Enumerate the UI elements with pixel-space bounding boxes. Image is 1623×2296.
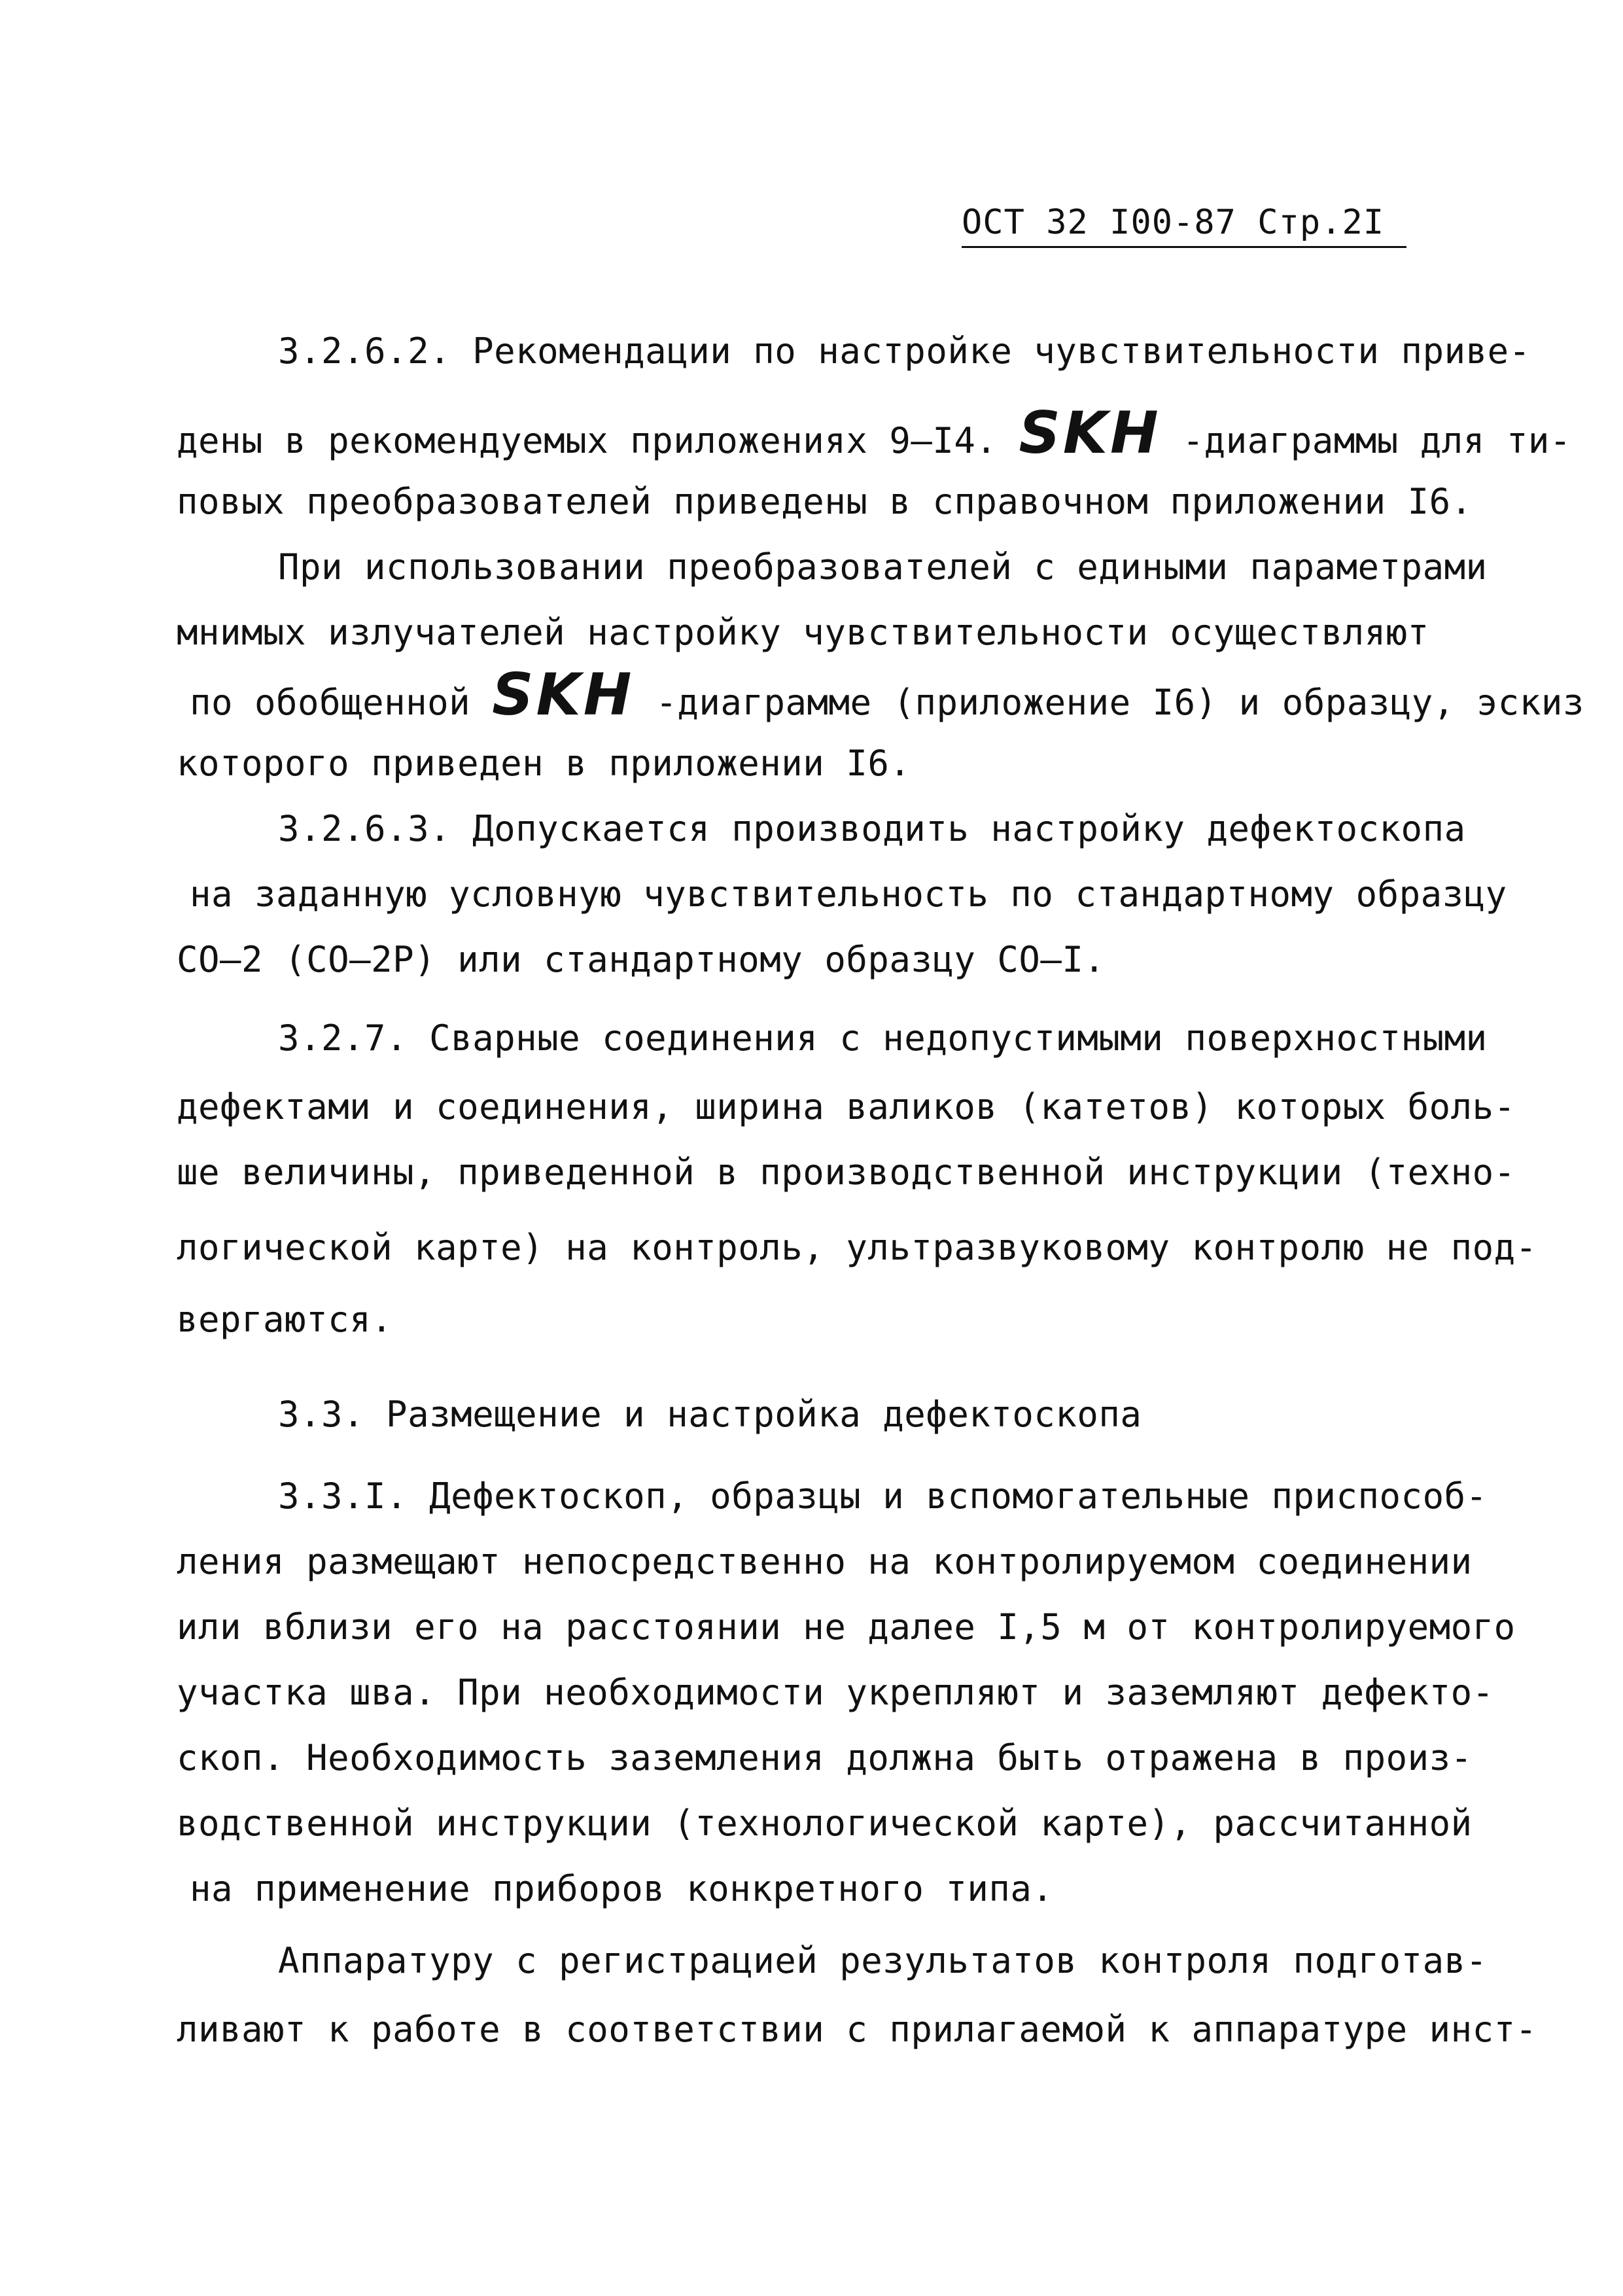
text-line: 3.2.6.2. Рекомендации по настройке чувствительности приве- (278, 330, 1531, 372)
text-line: мнимых излучателей настройку чувствительности осуществляют (177, 612, 1429, 653)
text-line: на применение приборов конкретного типа. (190, 1868, 1054, 1909)
text-segment: -диаграммы для ти- (1182, 420, 1571, 461)
text-line: При использовании преобразователей с едиными параметрами (278, 546, 1488, 588)
skh-handwritten-label: SKH (492, 661, 635, 728)
text-line: или вблизи его на расстоянии не далее I,5 м от контролируемого (177, 1606, 1516, 1648)
text-line: участка шва. При необходимости укрепляют и заземляют дефекто- (177, 1672, 1494, 1713)
text-line: 3.2.7. Сварные соединения с недопустимыми поверхностными (278, 1017, 1488, 1059)
text-line: скоп. Необходимость заземления должна быть отражена в произ- (177, 1737, 1473, 1778)
text-line: ления размещают непосредственно на контролируемом соединении (177, 1541, 1473, 1582)
text-line: дефектами и соединения, ширина валиков (катетов) которых боль- (177, 1086, 1516, 1127)
page-header: ОСТ 32 I00-87 Стр.2I (962, 203, 1406, 248)
text-segment: дены в рекомендуемых приложениях 9–I4. (177, 420, 998, 461)
text-line: повых преобразователей приведены в справочном приложении I6. (177, 481, 1473, 522)
text-segment: -диаграмме (приложение I6) и образцу, эскиз (655, 682, 1584, 723)
text-line: водственной инструкции (технологической карте), рассчитанной (177, 1803, 1473, 1844)
text-line: ше величины, приведенной в производственной инструкции (техно- (177, 1152, 1516, 1193)
text-segment: по обобщенной (190, 682, 471, 723)
text-line: ливают к работе в соответствии с прилагаемой к аппаратуре инст- (177, 2009, 1537, 2050)
text-line: Аппаратуру с регистрацией результатов контроля подготав- (278, 1940, 1488, 1981)
text-line: 3.2.6.3. Допускается производить настройку дефектоскопа (278, 808, 1466, 849)
section-heading: 3.3. Размещение и настройка дефектоскопа (278, 1394, 1142, 1435)
text-line: 3.3.I. Дефектоскоп, образцы и вспомогательные приспособ- (278, 1475, 1488, 1517)
text-line: вергаются. (177, 1299, 393, 1340)
text-line: СО–2 (СО–2Р) или стандартному образцу СО–I. (177, 939, 1106, 980)
text-line (190, 661, 1584, 728)
text-line (177, 399, 1571, 467)
text-line: которого приведен в приложении I6. (177, 743, 911, 784)
skh-handwritten-label: SKH (1019, 399, 1161, 467)
text-line: на заданную условную чувствительность по стандартному образцу (190, 874, 1507, 915)
text-line: логической карте) на контроль, ультразвуковому контролю не под- (177, 1227, 1537, 1268)
